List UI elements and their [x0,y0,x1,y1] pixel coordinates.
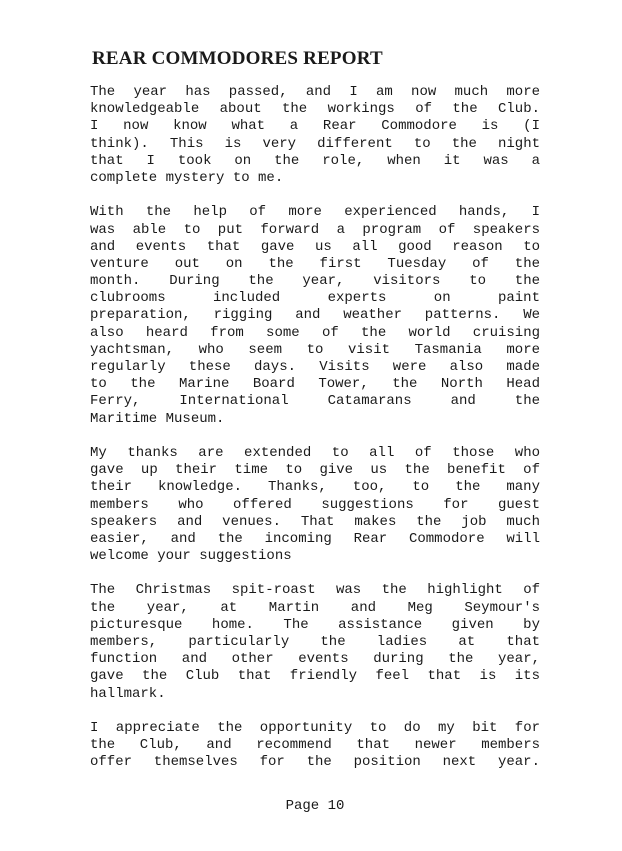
text-line: welcome your suggestions [90,548,292,565]
text-line: clubrooms included experts on paint [90,290,540,307]
text-line: speakers and venues. That makes the job much [90,513,540,530]
report-title: REAR COMMODORES REPORT [92,48,383,69]
text-line: regularly these days. Visits were also made [90,359,540,375]
text-line: I appreciate the opportunity to do my bit for [90,719,540,736]
text-line: and events that gave us all good reason to [90,238,540,255]
text-line: that I took on the role, when it was a [90,152,540,169]
text-line: function and other events during the year, [90,651,540,668]
text-line: members, particularly the ladies at that [90,634,540,650]
text-line: was able to put forward a program of speakers [90,221,540,238]
text-line: Maritime Museum. [90,410,225,427]
text-line: The Christmas spit-roast was the highlight of [90,582,540,599]
text-line: to the Marine Board Tower, the North Head [90,376,540,393]
text-line: the Club, and recommend that newer members [90,737,540,754]
text-line: think). This is very different to the night [90,135,540,152]
text-line: easier, and the incoming Rear Commodore will [90,530,540,547]
paragraph-christmas [90,582,540,702]
paragraph-thanks [90,445,540,565]
text-line: venture out on the first Tuesday of the [90,255,540,272]
text-line: My thanks are extended to all of those who [90,444,540,461]
text-line: gave up their time to give us the benefit of [90,462,540,479]
text-line: preparation, rigging and weather patterns. We [90,307,540,324]
text-line: With the help of more experienced hands, I [90,204,540,221]
page-number: Page 10 [285,798,345,814]
text-line: knowledgeable about the workings of the Club. [90,101,540,118]
text-line: also heard from some of the world cruising [90,324,540,341]
text-line: picturesque home. The assistance given by [90,616,540,633]
text-line: gave the Club that friendly feel that is its [90,668,540,685]
paragraph-closing [90,720,540,772]
text-line: I now know what a Rear Commodore is (I [90,118,540,135]
text-line: complete mystery to me. [90,169,284,186]
text-line: the year, at Martin and Meg Seymour's [90,599,540,616]
paragraph-intro [90,84,540,187]
text-line: month. During the year, visitors to the [90,273,540,290]
report-body [90,84,540,789]
text-line: Ferry, International Catamarans and the [90,393,540,410]
text-line: The year has passed, and I am now much more [90,84,540,100]
text-line: yachtsman, who seem to visit Tasmania more [90,341,540,358]
text-line: hallmark. [90,685,166,702]
text-line: their knowledge. Thanks, too, to the many [90,479,540,496]
text-line: offer themselves for the position next year. [90,754,540,771]
text-line: members who offered suggestions for guest [90,496,540,513]
paragraph-program [90,204,540,427]
